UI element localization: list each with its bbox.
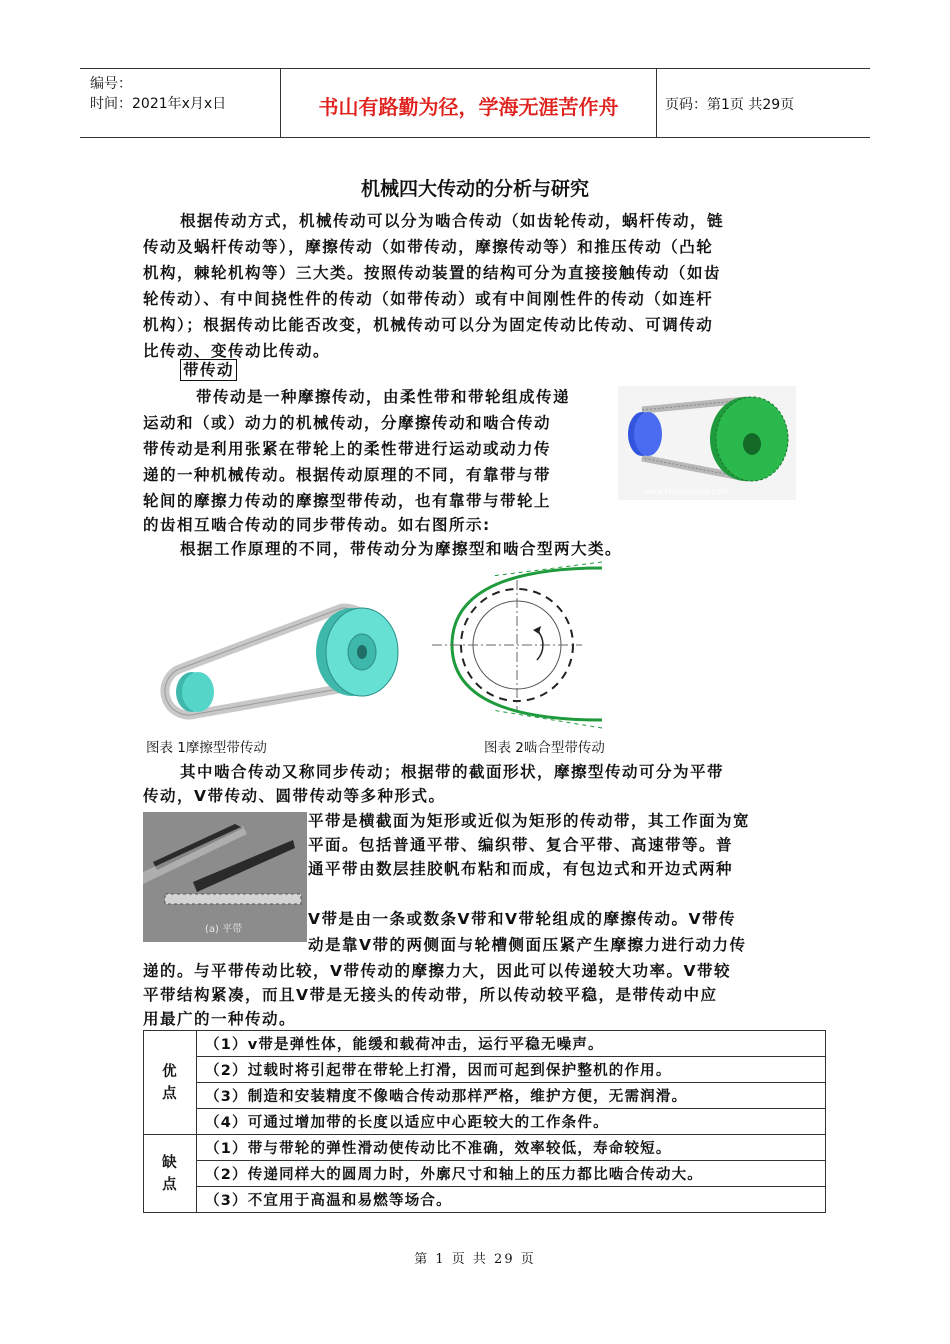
table-row xyxy=(144,1083,826,1109)
intro-line-2: 传动及蜗杆传动等），摩擦传动（如带传动，摩擦传动等）和推压传动（凸轮 xyxy=(143,238,714,256)
pros-item: （3）制造和安装精度不像啮合传动那样严格，维护方便，无需润滑。 xyxy=(197,1083,826,1109)
header-motto-cell xyxy=(281,69,657,137)
meshing-belt-image xyxy=(432,560,602,730)
pros-item: （1）v带是弹性体，能缓和载荷冲击，运行平稳无噪声。 xyxy=(197,1031,826,1057)
work-principle-line: 根据工作原理的不同，带传动分为摩擦型和啮合型两大类。 xyxy=(180,540,623,558)
flat-photo-label: (a) 平带 xyxy=(205,924,243,935)
belt-line-4: 递的一种机械传动。根据传动原理的不同，有靠带与带 xyxy=(143,466,552,484)
sync-line-1: 其中啮合传动又称同步传动；根据带的截面形状，摩擦型传动可分为平带 xyxy=(180,763,725,781)
pros-item: （2）过载时将引起带在带轮上打滑，因而可起到保护整机的作用。 xyxy=(197,1057,826,1083)
page-header xyxy=(80,68,870,138)
header-meta-cell xyxy=(80,69,281,137)
intro-line-1: 根据传动方式，机械传动可以分为啮合传动（如齿轮传动，蜗杆传动，链 xyxy=(180,212,725,230)
table-row xyxy=(144,1161,826,1187)
belt-line-5: 轮间的摩擦力传动的摩擦型带传动，也有靠带与带轮上 xyxy=(143,492,552,510)
figure-2-caption: 图表 2啮合型带传动 xyxy=(484,740,605,756)
figure-1-caption: 图表 1摩擦型带传动 xyxy=(146,740,267,756)
v-line-1: V带是由一条或数条V带和V带轮组成的摩擦传动。V带传 xyxy=(308,910,736,928)
intro-line-6: 比传动、变传动比传动。 xyxy=(143,342,331,360)
cons-label: 缺点 xyxy=(144,1135,197,1213)
table-row xyxy=(144,1057,826,1083)
pros-label: 优点 xyxy=(144,1031,197,1135)
header-page-cell xyxy=(657,69,870,137)
date-label: 时间：2021年x月x日 xyxy=(90,96,227,112)
cons-item: （3）不宜用于高温和易燃等场合。 xyxy=(197,1187,826,1213)
cons-item: （1）带与带轮的弹性滑动使传动比不准确，效率较低，寿命较短。 xyxy=(197,1135,826,1161)
v-line-3: 递的。与平带传动比较，V带传动的摩擦力大，因此可以传递较大功率。V带较 xyxy=(143,962,731,980)
pros-item: （4）可通过增加带的长度以适应中心距较大的工作条件。 xyxy=(197,1109,826,1135)
table-row xyxy=(144,1135,826,1161)
v-line-2: 动是靠V带的两侧面与轮槽侧面压紧产生摩擦力进行动力传 xyxy=(308,936,747,954)
table-row xyxy=(144,1109,826,1135)
page-footer: 第 1 页 共 29 页 xyxy=(414,1252,536,1267)
table-row xyxy=(144,1031,826,1057)
belt-line-3: 带传动是利用张紧在带轮上的柔性带进行运动或动力传 xyxy=(143,440,552,458)
intro-line-3: 机构，棘轮机构等）三大类。按照传动装置的结构可分为直接接触传动（如齿 xyxy=(143,264,722,282)
flat-belt-photo xyxy=(143,812,307,942)
image-watermark: www.chuandong.com xyxy=(643,487,729,496)
flat-line-1: 平带是横截面为矩形或近似为矩形的传动带，其工作面为宽 xyxy=(308,812,751,830)
intro-line-4: 轮传动）、有中间挠性件的传动（如带传动）或有中间刚性件的传动（如连杆 xyxy=(143,290,714,308)
motto: 书山有路勤为径，学海无涯苦作舟 xyxy=(318,95,619,119)
number-label: 编号： xyxy=(90,76,132,92)
pros-cons-table xyxy=(143,1030,826,1213)
synchronous-belt-image xyxy=(618,386,796,500)
belt-line-1: 带传动是一种摩擦传动，由柔性带和带轮组成传递 xyxy=(196,388,571,406)
v-line-5: 用最广的一种传动。 xyxy=(143,1010,297,1028)
friction-belt-image xyxy=(152,596,412,726)
sync-line-2: 传动，V带传动、圆带传动等多种形式。 xyxy=(143,787,446,805)
flat-line-3: 通平带由数层挂胶帆布粘和而成，有包边式和开边式两种 xyxy=(308,860,734,878)
belt-line-2: 运动和（或）动力的机械传动，分摩擦传动和啮合传动 xyxy=(143,414,552,432)
belt-line-6: 的齿相互啮合传动的同步带传动。如右图所示: xyxy=(143,516,491,534)
flat-line-2: 平面。包括普通平带、编织带、复合平带、高速带等。普 xyxy=(308,836,734,854)
intro-line-5: 机构）；根据传动比能否改变，机械传动可以分为固定传动比传动、可调传动 xyxy=(143,316,714,334)
section-heading-belt: 带传动 xyxy=(180,359,237,381)
cons-item: （2）传递同样大的圆周力时，外廓尺寸和轴上的压力都比啮合传动大。 xyxy=(197,1161,826,1187)
document-title: 机械四大传动的分析与研究 xyxy=(360,178,589,200)
table-row xyxy=(144,1187,826,1213)
v-line-4: 平带结构紧凑，而且V带是无接头的传动带，所以传动较平稳，是带传动中应 xyxy=(143,986,718,1004)
page-info: 页码：第1页 共29页 xyxy=(665,97,795,113)
